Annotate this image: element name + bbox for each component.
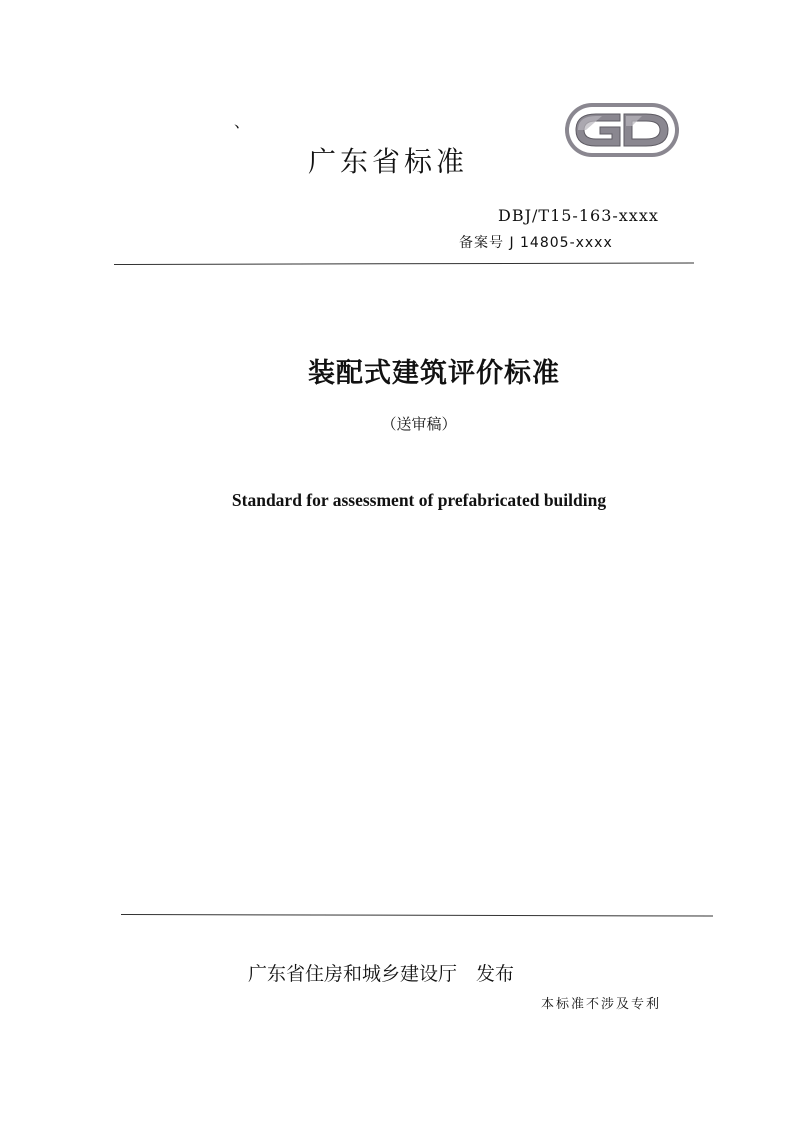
- top-divider: [114, 262, 694, 265]
- province-standard-title: 广东省标准: [308, 145, 469, 178]
- patent-note: 本标准不涉及专利: [541, 997, 662, 1012]
- record-number: 备案号 J 14805-xxxx: [459, 235, 613, 251]
- english-title: Standard for assessment of prefabricated building: [231, 490, 607, 510]
- draft-note: （送审稿）: [381, 415, 457, 433]
- standard-code: DBJ/T15-163-xxxx: [498, 206, 659, 225]
- publisher: 广东省住房和城乡建设厅 发布: [248, 963, 515, 985]
- bottom-divider: [121, 914, 713, 917]
- document-title: 装配式建筑评价标准: [308, 358, 560, 389]
- gd-logo: [562, 100, 682, 160]
- stray-mark: 、: [234, 112, 251, 131]
